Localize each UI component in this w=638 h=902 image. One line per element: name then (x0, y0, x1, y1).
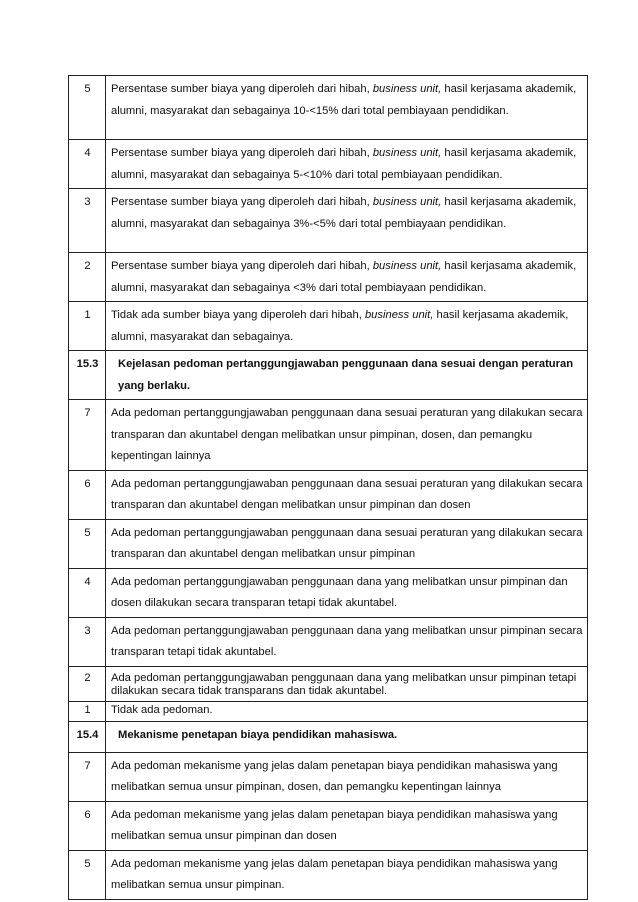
description-cell: Ada pedoman pertanggungjawaban penggunaan dana sesuai peraturan yang dilakukan secara transparan dan akuntabel dengan melibatkan unsur pimpinan dan dosen (106, 470, 588, 519)
description-cell: Persentase sumber biaya yang diperoleh dari hibah, business unit, hasil kerjasama akademik, alumni, masyarakat dan sebagainya 10-<15% dari total pembiayaan pendidikan. (106, 76, 588, 140)
score-cell: 1 (69, 302, 106, 351)
description-cell: Ada pedoman pertanggungjawaban penggunaan dana sesuai peraturan yang dilakukan secara transparan dan akuntabel dengan melibatkan unsur pimpinan, dosen, dan pemangku kepentingan lainnya (106, 400, 588, 471)
description-cell: Persentase sumber biaya yang diperoleh dari hibah, business unit, hasil kerjasama akademik, alumni, masyarakat dan sebagainya <3% dari total pembiayaan pendidikan. (106, 253, 588, 302)
score-cell: 4 (69, 568, 106, 617)
score-cell: 7 (69, 400, 106, 471)
table-row (69, 617, 588, 666)
section-title: Kejelasan pedoman pertanggungjawaban penggunaan dana sesuai dengan peraturan yang berlaku. (106, 351, 588, 400)
description-cell: Ada pedoman mekanisme yang jelas dalam penetapan biaya pendidikan mahasiswa yang melibatkan semua unsur pimpinan, dosen, dan pemangku kepentingan lainnya (106, 752, 588, 801)
rubric-table (68, 75, 588, 900)
table-row (69, 189, 588, 253)
score-cell: 1 (69, 701, 106, 721)
section-header-15-3 (69, 351, 588, 400)
section-header-15-4 (69, 721, 588, 752)
description-cell: Ada pedoman pertanggungjawaban penggunaan dana yang melibatkan unsur pimpinan secara transparan tetapi tidak akuntabel. (106, 617, 588, 666)
score-cell: 5 (69, 76, 106, 140)
section-code: 15.4 (69, 721, 106, 752)
score-cell: 2 (69, 666, 106, 701)
table-row (69, 666, 588, 701)
table-row (69, 140, 588, 189)
section-title: Mekanisme penetapan biaya pendidikan mahasiswa. (106, 721, 588, 752)
table-row (69, 470, 588, 519)
score-cell: 5 (69, 519, 106, 568)
description-cell: Ada pedoman mekanisme yang jelas dalam penetapan biaya pendidikan mahasiswa yang melibatkan semua unsur pimpinan. (106, 850, 588, 899)
description-cell: Ada pedoman pertanggungjawaban penggunaan dana yang melibatkan unsur pimpinan dan dosen dilakukan secara transparan tetapi tidak akuntabel. (106, 568, 588, 617)
table-row (69, 752, 588, 801)
score-cell: 2 (69, 253, 106, 302)
score-cell: 3 (69, 617, 106, 666)
description-cell: Persentase sumber biaya yang diperoleh dari hibah, business unit, hasil kerjasama akademik, alumni, masyarakat dan sebagainya 5-<10% dari total pembiayaan pendidikan. (106, 140, 588, 189)
score-cell: 6 (69, 801, 106, 850)
description-cell: Tidak ada pedoman. (106, 701, 588, 721)
description-cell: Persentase sumber biaya yang diperoleh dari hibah, business unit, hasil kerjasama akademik, alumni, masyarakat dan sebagainya 3%-<5% dari total pembiayaan pendidikan. (106, 189, 588, 253)
table-row (69, 850, 588, 899)
section-code: 15.3 (69, 351, 106, 400)
table-row (69, 701, 588, 721)
table-row (69, 302, 588, 351)
table-row (69, 253, 588, 302)
score-cell: 7 (69, 752, 106, 801)
score-cell: 3 (69, 189, 106, 253)
table-row (69, 519, 588, 568)
description-cell: Ada pedoman mekanisme yang jelas dalam penetapan biaya pendidikan mahasiswa yang melibatkan semua unsur pimpinan dan dosen (106, 801, 588, 850)
description-cell: Ada pedoman pertanggungjawaban penggunaan dana sesuai peraturan yang dilakukan secara transparan dan akuntabel dengan melibatkan unsur pimpinan (106, 519, 588, 568)
score-cell: 5 (69, 850, 106, 899)
table-row (69, 568, 588, 617)
description-cell: Tidak ada sumber biaya yang diperoleh dari hibah, business unit, hasil kerjasama akademik, alumni, masyarakat dan sebagainya. (106, 302, 588, 351)
table-row (69, 400, 588, 471)
table-row (69, 76, 588, 140)
score-cell: 6 (69, 470, 106, 519)
score-cell: 4 (69, 140, 106, 189)
table-row (69, 801, 588, 850)
description-cell: Ada pedoman pertanggungjawaban penggunaan dana yang melibatkan unsur pimpinan tetapi dilakukan secara tidak transparans dan tidak akuntabel. (106, 666, 588, 701)
